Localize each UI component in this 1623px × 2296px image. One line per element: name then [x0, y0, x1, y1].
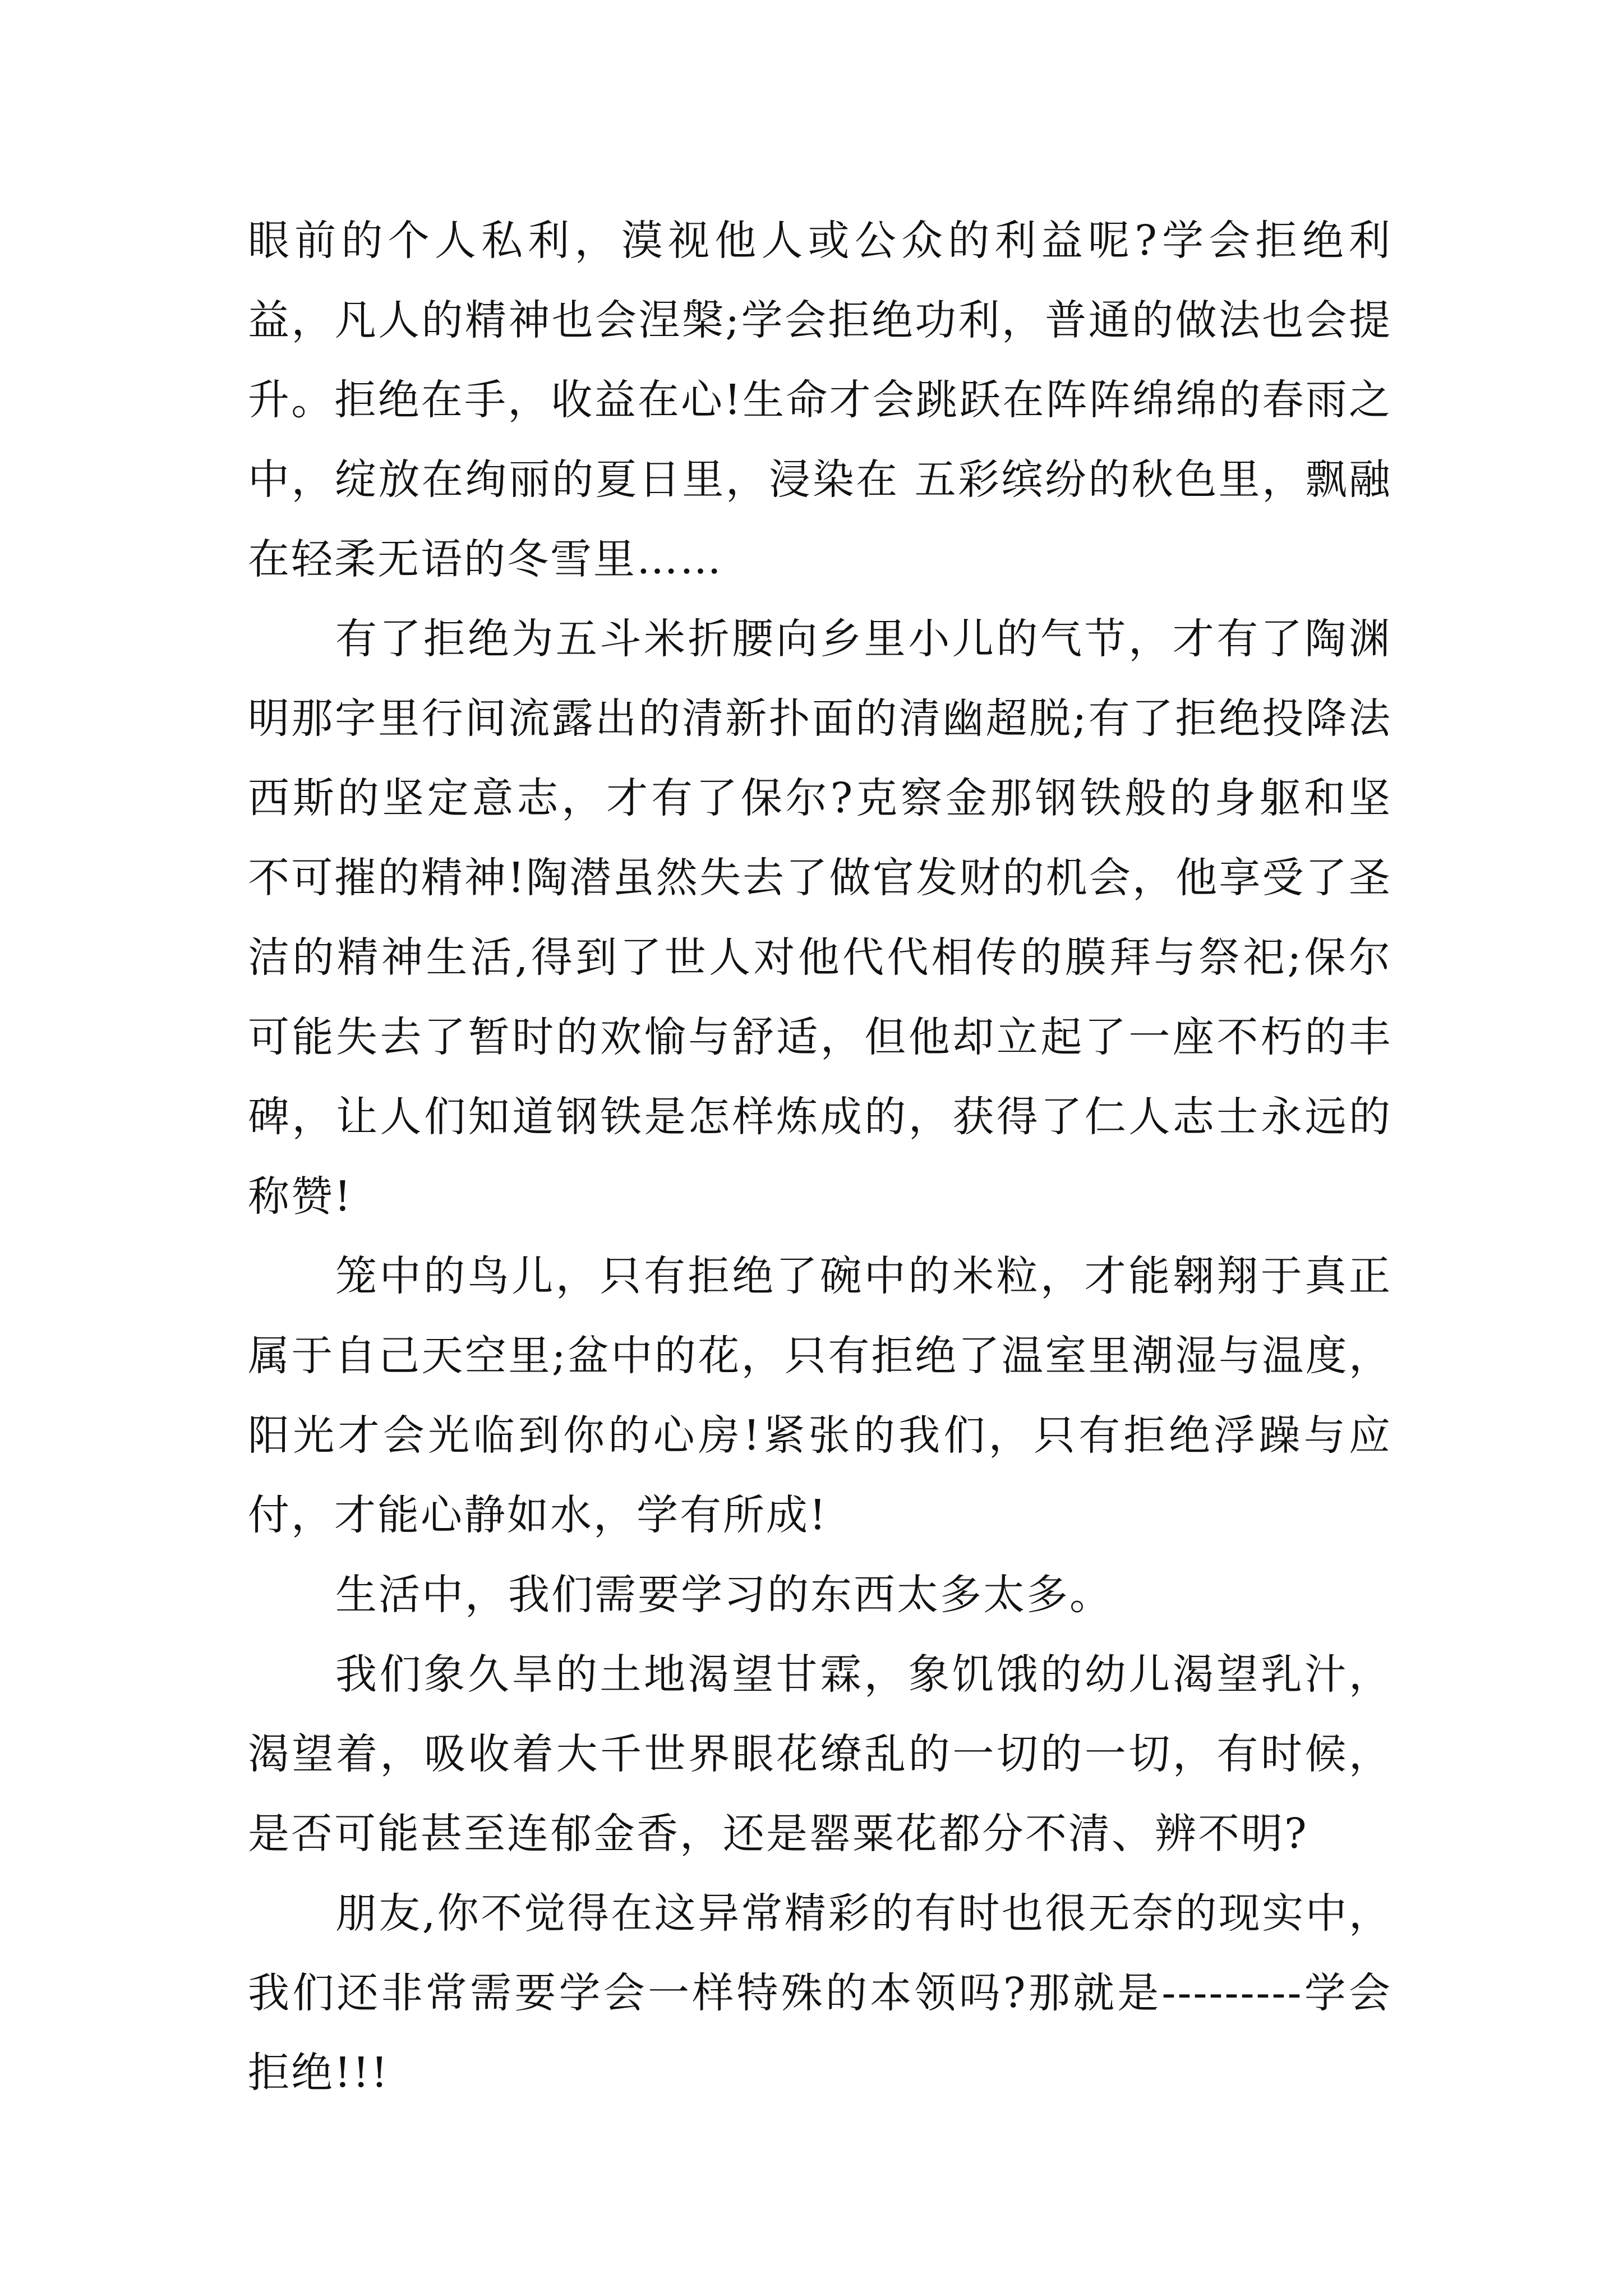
- paragraph: 我们象久旱的土地渴望甘霖，象饥饿的幼儿渴望乳汁，渴望着，吸收着大千世界眼花缭乱的一切的一切，有时候，是否可能甚至连郁金香，还是罂粟花都分不清、辨不明?: [248, 1650, 1392, 1858]
- paragraph: 眼前的个人私利，漠视他人或公众的利益呢?学会拒绝利益，凡人的精神也会涅槃;学会拒绝功利，普通的做法也会提升。拒绝在手，收益在心!生命才会跳跃在阵阵绵绵的春雨之中，绽放在绚丽的夏日里，浸染在 五彩缤纷的秋色里，飘融在轻柔无语的冬雪里……: [248, 217, 1392, 583]
- body-text: [248, 201, 1392, 2113]
- paragraph: 笼中的鸟儿，只有拒绝了碗中的米粒，才能翱翔于真正属于自己天空里;盆中的花，只有拒绝了温室里潮湿与温度，阳光才会光临到你的心房!紧张的我们，只有拒绝浮躁与应付，才能心静如水，学有所成!: [248, 1252, 1392, 1539]
- paragraph: 朋友,你不觉得在这异常精彩的有时也很无奈的现实中，我们还非常需要学会一样特殊的本领吗?那就是---------学会拒绝!!!: [248, 1889, 1392, 2097]
- paragraph: 有了拒绝为五斗米折腰向乡里小儿的气节，才有了陶渊明那字里行间流露出的清新扑面的清幽超脱;有了拒绝投降法西斯的坚定意志，才有了保尔?克察金那钢铁般的身躯和坚不可摧的精神!陶潜虽然失去了做官发财的机会，他享受了圣洁的精神生活,得到了世人对他代代相传的膜拜与祭祀;保尔可能失去了暂时的欢愉与舒适，但他却立起了一座不朽的丰碑，让人们知道钢铁是怎样炼成的，获得了仁人志士永远的称赞!: [248, 615, 1392, 1221]
- paragraph: 生活中，我们需要学习的东西太多太多。: [335, 1571, 1113, 1619]
